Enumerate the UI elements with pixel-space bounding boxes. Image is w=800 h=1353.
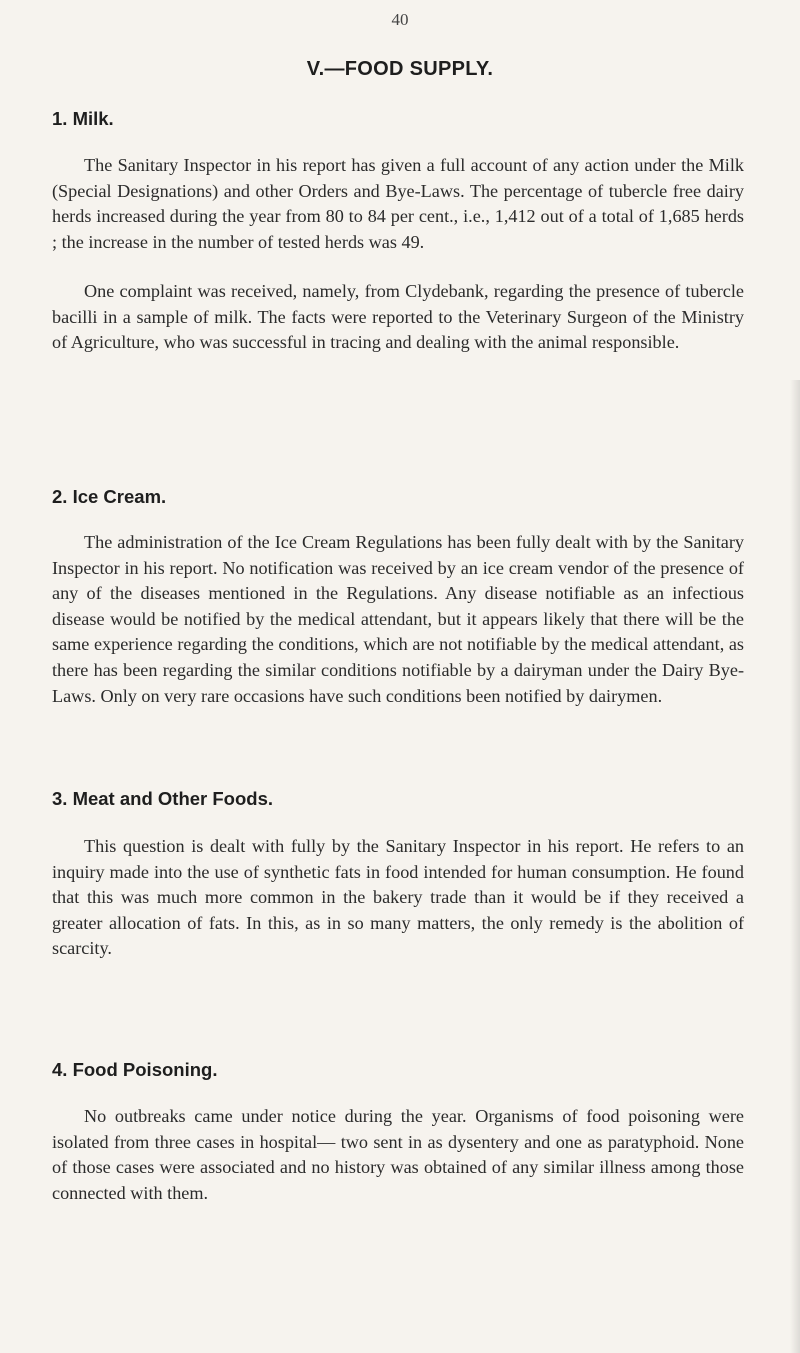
section-heading-food-poisoning: 4. Food Poisoning. [52, 1059, 218, 1080]
milk-paragraph-2: One complaint was received, namely, from Clydebank, regarding the presence of tubercle bacilli in a sample of milk. The facts were reported to the Veterinary Surgeon of the Ministry of Agriculture, who was successful in tracing and dealing with the animal responsible. [52, 281, 744, 353]
milk-paragraph-1: The Sanitary Inspector in his report has given a full account of any action under the Milk (Special Designations) and other Orders and Bye-Laws. The percentage of tubercle free dairy herds increased during the year from 80 to 84 per cent., i.e., 1,412 out of a total of 1,685 herds ; the increase in the number of tested herds was 49. [52, 155, 744, 252]
ice-cream-paragraph-1: The administration of the Ice Cream Regulations has been fully dealt with by the Sanitary Inspector in his report. No notification was received by an ice cream vendor of the presence of any of the diseases mentioned in the Regulations. Any disease notifiable as an infectious disease would be notified by the medical attendant, but it appears likely that there will be the same experience regarding the conditions, which are not notifiable by the medical attendant, as there has been regarding the similar conditions notifiable by a dairyman under the Dairy Bye-Laws. Only on very rare occasions have such conditions been notified by dairymen. [52, 532, 744, 706]
chapter-title: V.—FOOD SUPPLY. [306, 58, 494, 80]
section-heading-meat: 3. Meat and Other Foods. [52, 788, 273, 809]
meat-paragraph-1: This question is dealt with fully by the Sanitary Inspector in his report. He refers to an inquiry made into the use of synthetic fats in food intended for human consumption. He found that this was much more common in the bakery trade than it would be if they received a greater allocation of fats. In this, as in so many matters, the only remedy is the abolition of scarcity. [52, 836, 744, 959]
section-heading-ice-cream: 2. Ice Cream. [52, 486, 167, 507]
section-heading-milk: 1. Milk. [52, 108, 114, 129]
page-edge-shadow [790, 380, 800, 1353]
page-number: 40 [391, 10, 409, 29]
food-poisoning-paragraph-1: No outbreaks came under notice during the year. Organisms of food poisoning were isolated from three cases in hospital— two sent in as dysentery and one as paratyphoid. None of those cases were associated and no history was obtained of any similar illness among those connected with them. [52, 1106, 744, 1203]
